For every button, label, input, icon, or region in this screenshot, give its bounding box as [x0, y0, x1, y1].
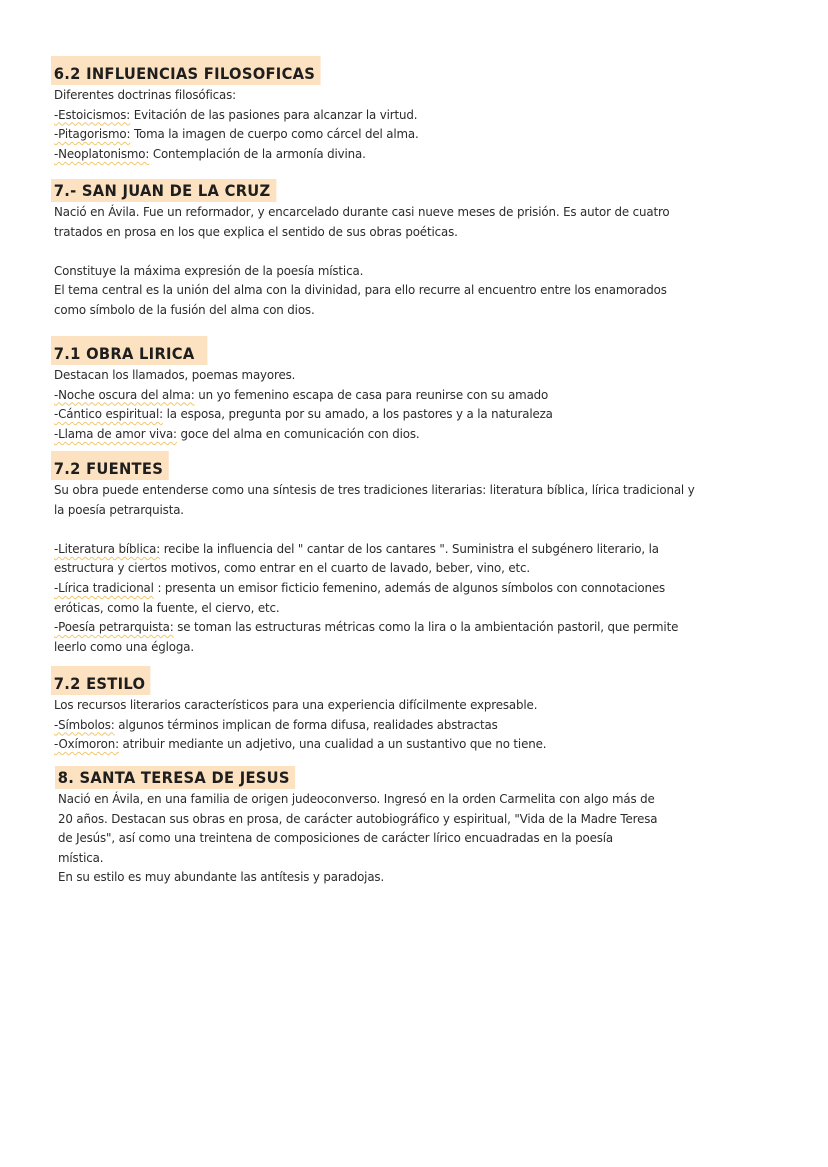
- list-text: : presenta un emisor ficticio femenino, además de algunos símbolos con connotaciones: [153, 579, 665, 595]
- paragraph-line: tratados en prosa en los que explica el sentido de sus obras poéticas.: [54, 223, 458, 239]
- list-text: se toman las estructuras métricas como la lira o la ambientación pastoril, que permite: [173, 619, 679, 635]
- list-item-continuation: leerlo como una égloga.: [54, 638, 194, 654]
- list-term: -Lírica tradicional: [54, 579, 154, 595]
- list-term: -Oxímoron:: [54, 736, 119, 752]
- section-obra-lirica: [54, 336, 774, 443]
- list-term: -Cántico espiritual:: [54, 406, 164, 422]
- list-item: [54, 385, 731, 405]
- section-san-juan-de-la-cruz: [54, 179, 774, 320]
- section-heading: 7.1 OBRA LIRICA: [51, 336, 207, 365]
- paragraph-line: la poesía petrarquista.: [54, 501, 184, 517]
- list-item: [54, 715, 731, 735]
- section-heading: 7.- SAN JUAN DE LA CRUZ: [51, 179, 276, 202]
- paragraph-line: Su obra puede entenderse como una síntesis de tres tradiciones literarias: literatura bíblica, lírica tradicional y: [54, 482, 695, 497]
- section-heading: 7.2 FUENTES: [51, 451, 169, 480]
- paragraph-line: Diferentes doctrinas filosóficas:: [54, 87, 236, 102]
- paragraph-line: Nació en Ávila. Fue un reformador, y encarcelado durante casi nueve meses de prisión. Es autor de cuatro: [54, 204, 670, 219]
- list-item: [54, 734, 731, 754]
- paragraph-line: mística.: [58, 849, 104, 865]
- list-term: -Neoplatonismo:: [54, 145, 150, 161]
- list-item: [54, 144, 731, 164]
- list-text: atribuir mediante un adjetivo, una cualidad a un sustantivo que no tiene.: [118, 736, 547, 752]
- paragraph-line: Destacan los llamados, poemas mayores.: [54, 367, 296, 382]
- list-text: algunos términos implican de forma difusa, realidades abstractas: [114, 716, 498, 732]
- section-heading: 7.2 ESTILO: [51, 666, 151, 695]
- list-item: [54, 578, 731, 598]
- section-heading: 6.2 INFLUENCIAS FILOSOFICAS: [51, 56, 321, 85]
- list-item-continuation: eróticas, como la fuente, el ciervo, etc.: [54, 599, 280, 615]
- paragraph-line: 20 años. Destacan sus obras en prosa, de carácter autobiográfico y espiritual, "Vida de la Madre Teresa: [58, 810, 658, 826]
- section-influencias-filosoficas: [54, 56, 774, 163]
- list-term: -Llama de amor viva:: [54, 425, 177, 441]
- list-term: -Estoicismos:: [54, 106, 131, 122]
- list-text: goce del alma en comunicación con dios.: [176, 425, 420, 441]
- list-text: Toma la imagen de cuerpo como cárcel del alma.: [130, 126, 419, 142]
- list-term: -Literatura bíblica:: [54, 540, 161, 556]
- paragraph-line: Nació en Ávila, en una familia de origen judeoconverso. Ingresó en la orden Carmelita con algo más de: [58, 791, 655, 806]
- section-fuentes: [54, 451, 774, 656]
- paragraph-gap: [54, 519, 774, 539]
- list-text: la esposa, pregunta por su amado, a los pastores y a la naturaleza: [163, 406, 553, 422]
- list-item: [54, 617, 731, 637]
- list-item: [54, 124, 731, 144]
- section-santa-teresa-de-jesus: [58, 766, 778, 887]
- list-term: -Noche oscura del alma:: [54, 386, 195, 402]
- list-item: [54, 105, 731, 125]
- list-term: -Símbolos:: [54, 716, 115, 732]
- list-term: -Poesía petrarquista:: [54, 619, 174, 635]
- list-text: recibe la influencia del " cantar de los cantares ". Suministra el subgénero literario, la: [160, 540, 659, 556]
- paragraph-line: de Jesús", así como una treintena de composiciones de carácter lírico encuadradas en la poesía: [58, 830, 614, 846]
- paragraph-line: Los recursos literarios característicos para una experiencia difícilmente expresable.: [54, 697, 538, 712]
- list-term: -Pitagorismo:: [54, 126, 131, 142]
- paragraph-line: En su estilo es muy abundante las antítesis y paradojas.: [58, 869, 385, 885]
- section-estilo: [54, 666, 774, 754]
- list-text: Evitación de las pasiones para alcanzar la virtud.: [130, 106, 418, 122]
- paragraph-gap: [54, 241, 774, 261]
- paragraph-line: El tema central es la unión del alma con la divinidad, para ello recurre al encuentro entre los enamorados: [54, 282, 667, 298]
- paragraph-line: como símbolo de la fusión del alma con dios.: [54, 301, 315, 317]
- list-item: [54, 539, 731, 559]
- list-item: [54, 404, 731, 424]
- list-item: [54, 424, 731, 444]
- list-text: un yo femenino escapa de casa para reunirse con su amado: [194, 386, 549, 402]
- list-text: Contemplación de la armonía divina.: [149, 145, 366, 161]
- list-item-continuation: estructura y ciertos motivos, como entrar en el cuarto de lavado, beber, vino, etc.: [54, 560, 531, 576]
- section-heading: 8. SANTA TERESA DE JESUS: [55, 766, 295, 789]
- paragraph-line: Constituye la máxima expresión de la poesía mística.: [54, 262, 364, 278]
